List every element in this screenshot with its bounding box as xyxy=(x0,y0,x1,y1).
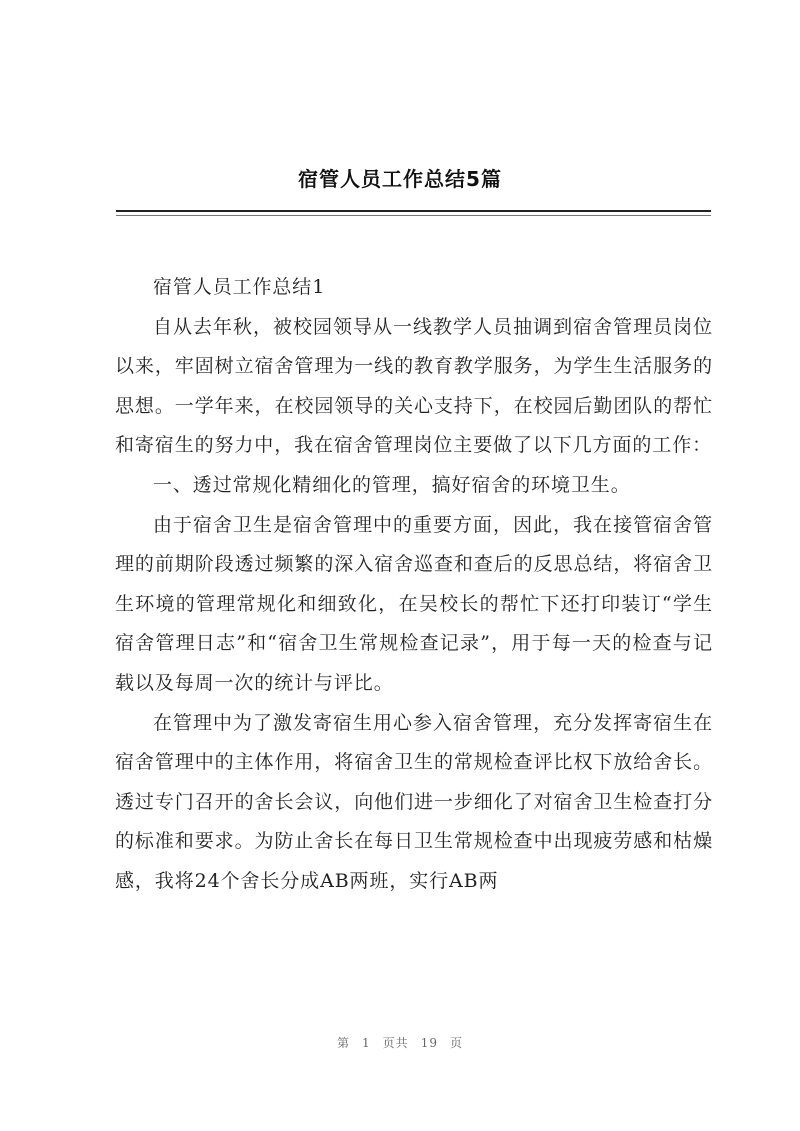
title-divider-thin xyxy=(116,215,711,216)
subsection-heading: 一、透过常规化精细化的管理，搞好宿舍的环境卫生。 xyxy=(153,473,631,496)
footer-total-pages: 19 xyxy=(420,1036,438,1050)
paragraph: 在管理中为了激发寄宿生用心参入宿舍管理，充分发挥寄宿生在宿舍管理中的主体作用，将宿舍卫生的常规检查评比权下放给舍长。透过专门召开的舍长会议，向他们进一步细化了对宿舍卫生检查打分的标准和要求。为防止舍长在每日卫生常规检查中出现疲劳感和枯燥感，我将24个舍长分成AB两班，实行AB两 xyxy=(115,711,713,892)
paragraph: 自从去年秋，被校园领导从一线教学人员抽调到宿舍管理员岗位以来，牢固树立宿舍管理为一线的教育教学服务，为学生生活服务的思想。一学年来，在校园领导的关心支持下，在校园后勤团队的帮忙和寄宿生的努力中，我在宿舍管理岗位主要做了以下几方面的工作： xyxy=(115,315,713,457)
footer-label-of: 页共 xyxy=(382,1036,409,1050)
footer-label-page: 第 xyxy=(337,1036,351,1050)
footer-current-page: 1 xyxy=(362,1036,371,1050)
section-heading: 宿管人员工作总结1 xyxy=(153,276,326,298)
title-divider xyxy=(116,210,711,212)
document-title: 宿管人员工作总结5篇 xyxy=(298,167,502,191)
page-footer xyxy=(0,1034,800,1051)
footer-label-pages: 页 xyxy=(449,1036,463,1050)
document-body xyxy=(115,268,713,902)
paragraph: 由于宿舍卫生是宿舍管理中的重要方面，因此，我在接管宿舍管理的前期阶段透过频繁的深入宿舍巡查和查后的反思总结，将宿舍卫生环境的管理常规化和细致化，在吴校长的帮忙下还打印装订“学生宿舍管理日志”和“宿舍卫生常规检查记录”，用于每一天的检查与记载以及每周一次的统计与评比。 xyxy=(115,513,713,694)
